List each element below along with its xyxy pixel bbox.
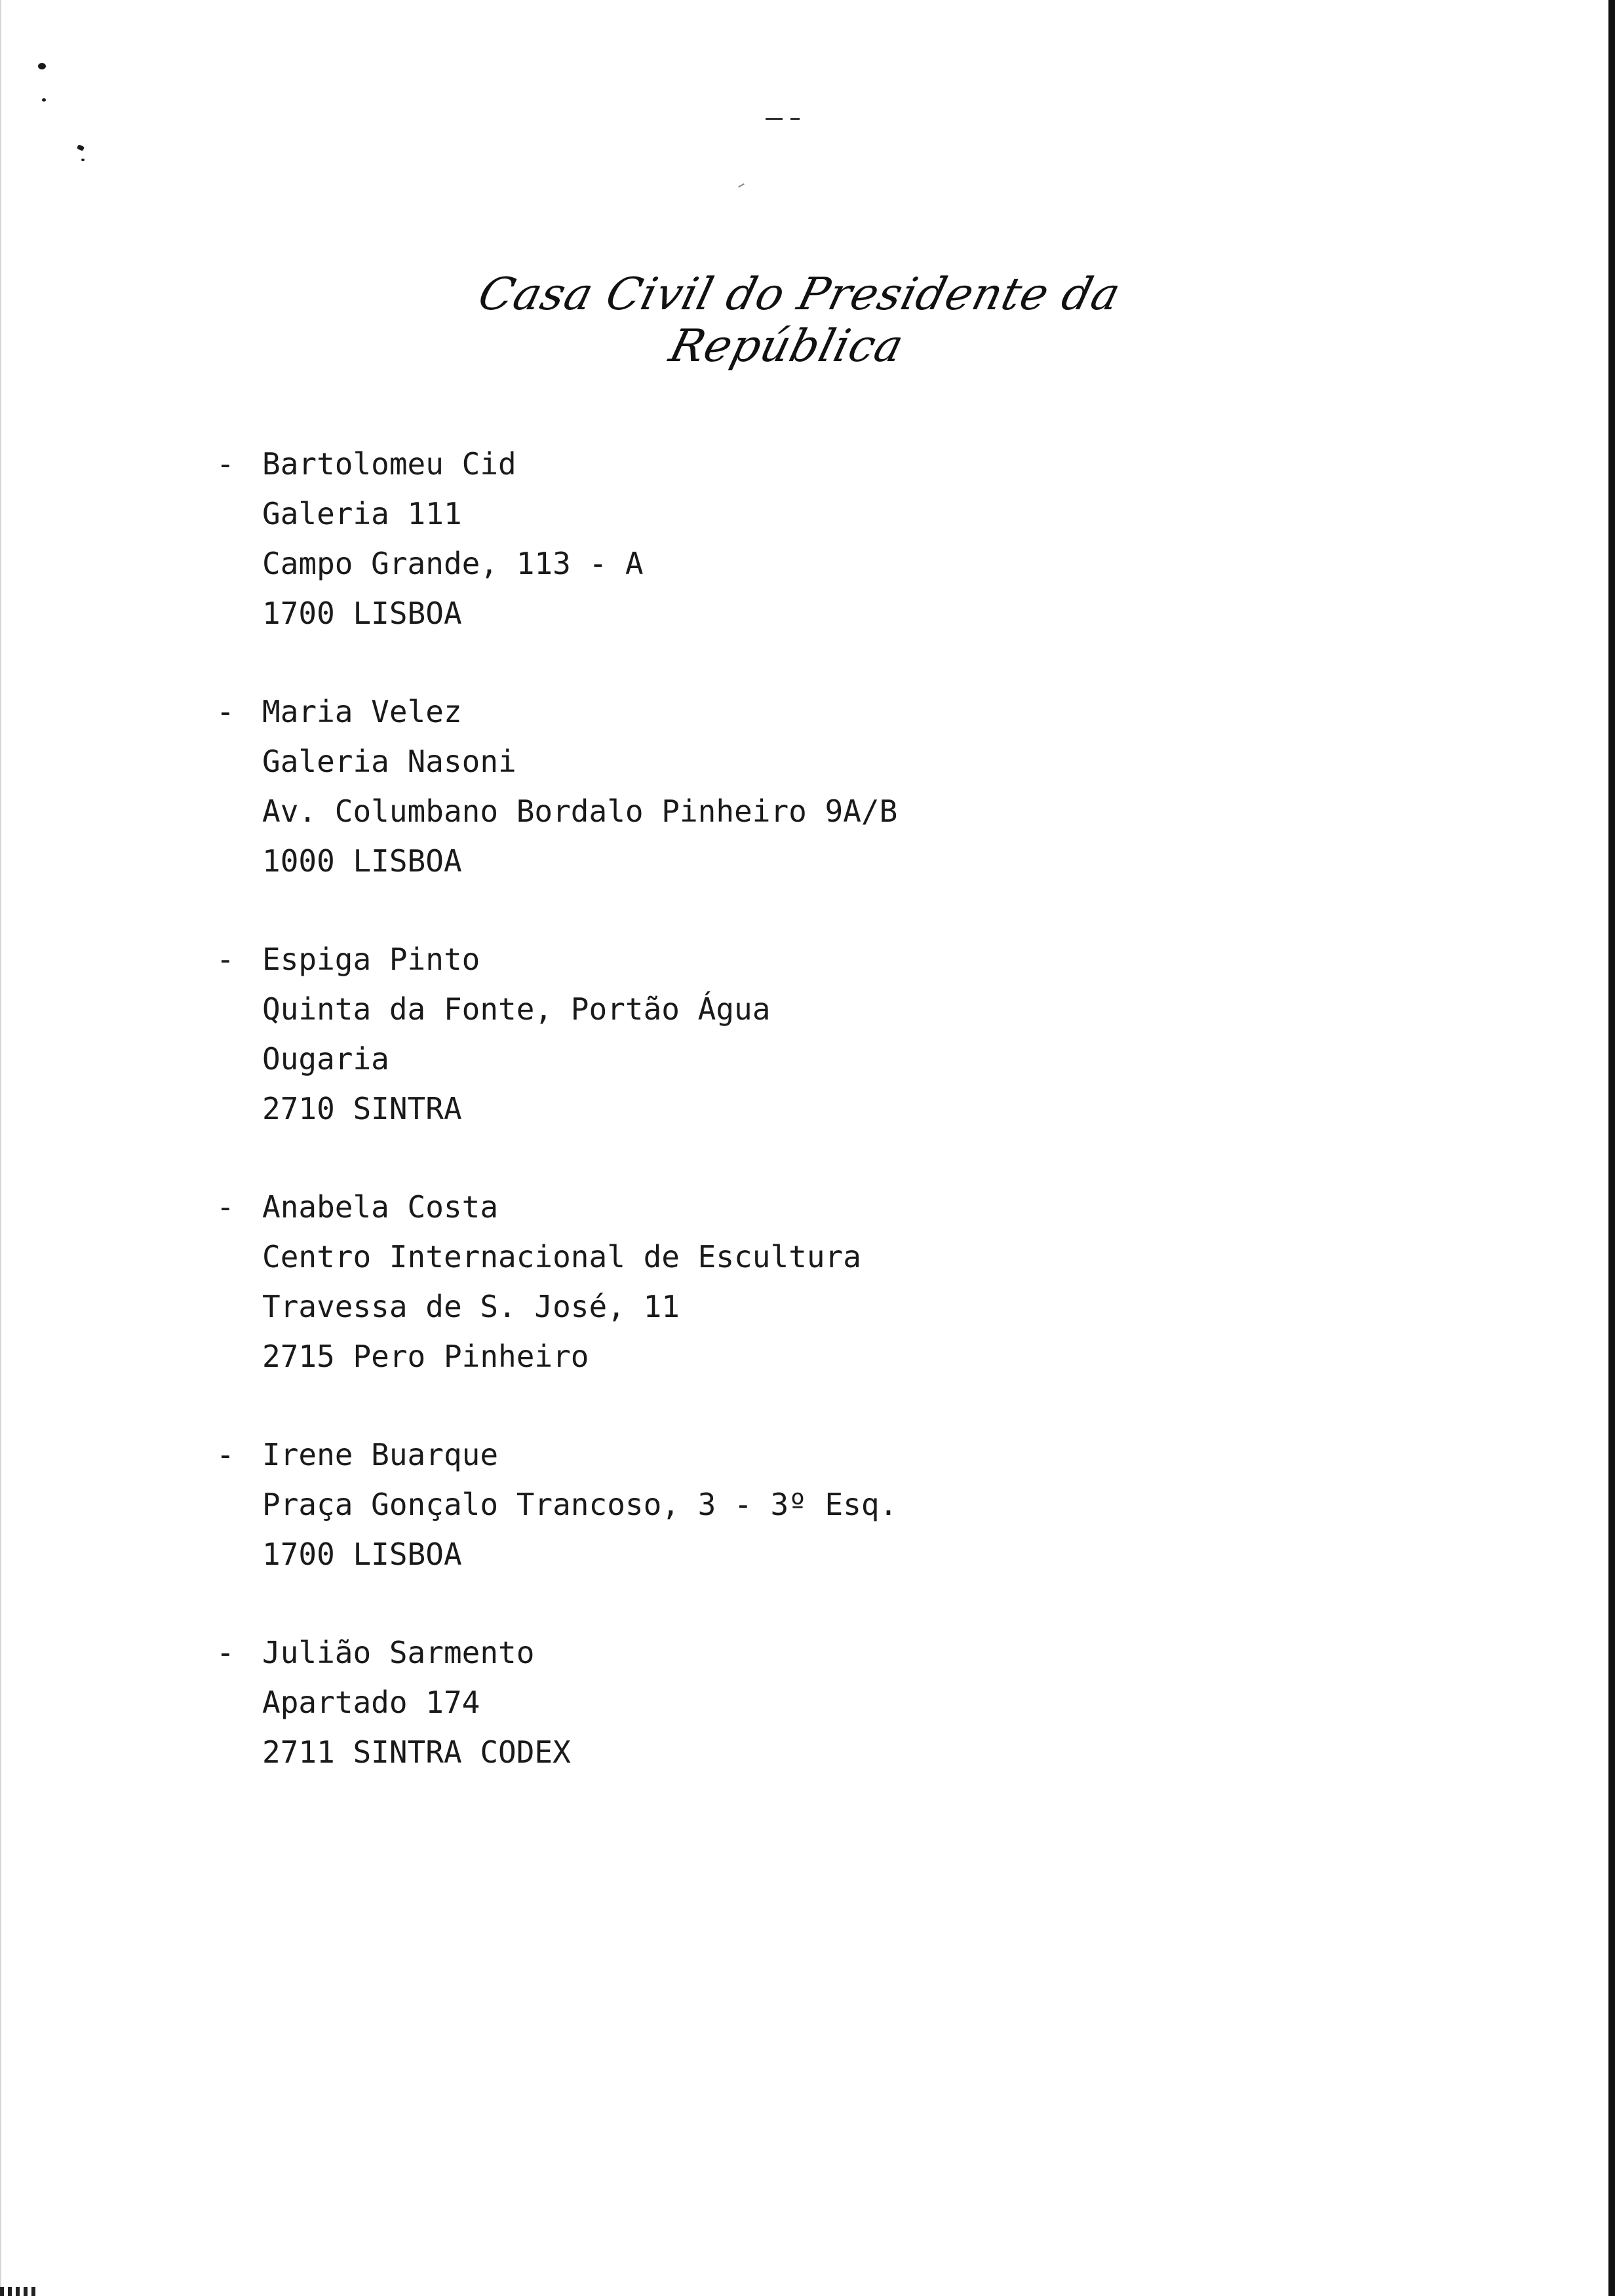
scan-corner-mark (0, 2287, 39, 2296)
address-line: 1700 LISBOA (262, 1537, 462, 1572)
address-lines (262, 1628, 571, 1777)
address-lines (262, 687, 897, 886)
scan-speck (42, 98, 46, 102)
scan-dash-mark (766, 118, 783, 120)
address-line: Campo Grande, 113 - A (262, 546, 644, 581)
address-lines (262, 439, 644, 638)
address-line: 2711 SINTRA CODEX (262, 1734, 571, 1770)
scan-speck (77, 144, 85, 151)
address-line: 2715 Pero Pinheiro (262, 1339, 589, 1374)
entry-bullet: - (216, 446, 235, 482)
address-entry (216, 1628, 1396, 1777)
entry-bullet: - (216, 1437, 235, 1472)
scan-faint-mark (738, 183, 745, 188)
address-line: Centro Internacional de Escultura (262, 1239, 861, 1274)
address-line: Quinta da Fonte, Portão Água (262, 991, 771, 1027)
address-lines (262, 1430, 897, 1579)
address-line: Galeria Nasoni (262, 744, 516, 779)
address-entry (216, 1430, 1396, 1579)
address-line: Apartado 174 (262, 1685, 480, 1720)
scan-edge-left (0, 0, 1, 2296)
scan-dash-mark (790, 118, 800, 120)
scan-speck (38, 63, 46, 69)
address-lines (262, 934, 770, 1134)
address-line: 2710 SINTRA (262, 1091, 462, 1126)
entry-bullet: - (216, 1189, 235, 1225)
address-lines (262, 1182, 861, 1381)
address-line: 1000 LISBOA (262, 843, 462, 879)
entry-bullet: - (216, 1635, 235, 1670)
recipient-name: Maria Velez (262, 694, 462, 729)
recipient-name: Espiga Pinto (262, 942, 480, 977)
scan-edge-right (1608, 0, 1615, 2296)
address-line: Travessa de S. José, 11 (262, 1289, 680, 1324)
address-list (216, 439, 1396, 1826)
address-line: 1700 LISBOA (262, 596, 462, 631)
address-entry (216, 439, 1396, 638)
entry-bullet: - (216, 942, 235, 977)
address-entry (216, 687, 1396, 886)
address-entry (216, 1182, 1396, 1381)
recipient-name: Anabela Costa (262, 1189, 499, 1225)
address-line: Praça Gonçalo Trancoso, 3 - 3º Esq. (262, 1487, 898, 1522)
recipient-name: Julião Sarmento (262, 1635, 535, 1670)
address-line: Ougaria (262, 1041, 389, 1077)
recipient-name: Irene Buarque (262, 1437, 499, 1472)
entry-bullet: - (216, 694, 235, 729)
letterhead: Casa Civil do Presidente da República (473, 269, 1126, 372)
address-line: Av. Columbano Bordalo Pinheiro 9A/B (262, 794, 898, 829)
address-line: Galeria 111 (262, 496, 462, 531)
recipient-name: Bartolomeu Cid (262, 446, 516, 482)
scan-speck (81, 159, 85, 161)
address-entry (216, 934, 1396, 1134)
